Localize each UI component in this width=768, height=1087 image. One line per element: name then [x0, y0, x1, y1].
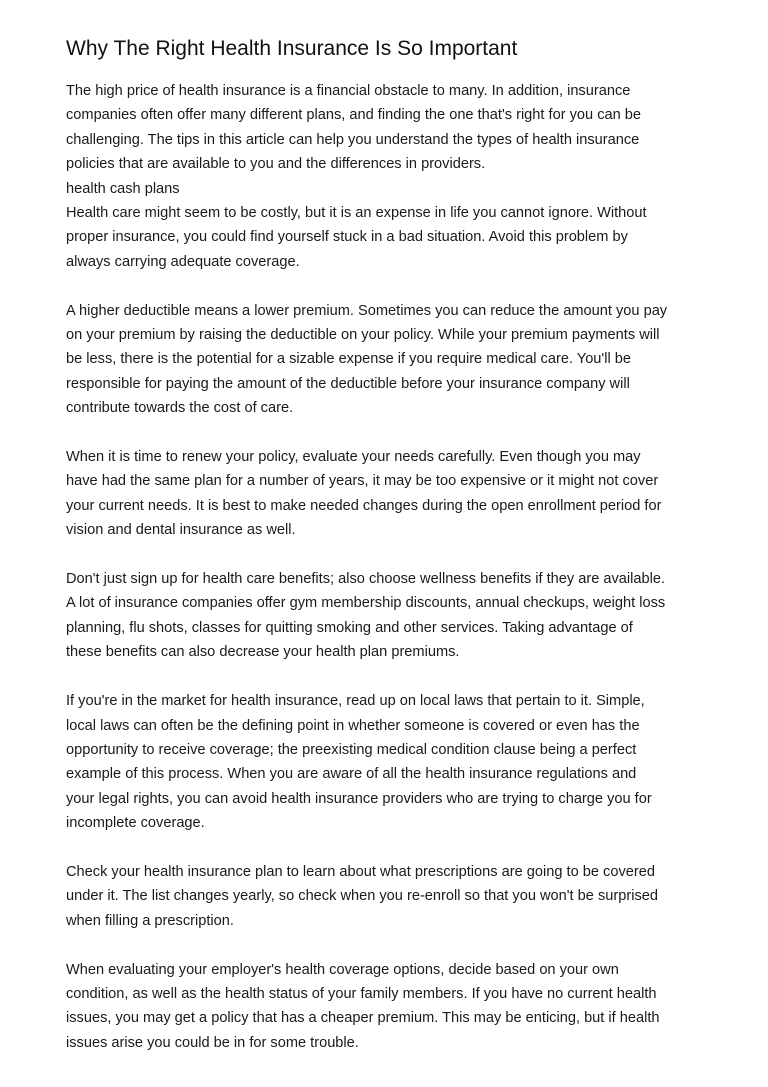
health-cash-plans-text: health cash plans [66, 180, 180, 197]
paragraph-deductible: A higher deductible means a lower premium. Sometimes you can reduce the amount you pay on your premium by raising the deductible on your policy. While your premium payments will be less, there is the potential for a sizable expense if you require medical care. You'll be responsible for paying the amount of the deductible before your insurance company will contribute towards the cost of care. [66, 302, 668, 417]
paragraph-renewal: When it is time to renew your policy, evaluate your needs carefully. Even though you may have had the same plan for a number of years, it may be too expensive or it might not cover your current needs. It is best to make needed changes during the open enrollment period for vision and dental insurance as well. [66, 449, 662, 539]
paragraph-prescriptions: Check your health insurance plan to learn about what prescriptions are going to be covered under it. The list changes yearly, so check when you re-enroll so that you won't be surprised when filling a prescription. [66, 863, 658, 929]
paragraph-employer-options: When evaluating your employer's health coverage options, decide based on your own condition, as well as the health status of your family members. If you have no current health issues, you may get a policy that has a cheaper premium. This may be enticing, but if health issues arise you could be in for some trouble. [66, 961, 660, 1051]
paragraph-wellness: Don't just sign up for health care benefits; also choose wellness benefits if they are available. A lot of insurance companies offer gym membership discounts, annual checkups, weight loss planning, flu shots, classes for quitting smoking and other services. Taking advantage of these benefits can also decrease your health plan premiums. [66, 571, 666, 661]
intro-paragraph: The high price of health insurance is a financial obstacle to many. In addition, insurance companies often offer many different plans, and finding the one that's right for you can be challenging. The tips in this article can help you understand the types of health insurance policies that are available to you and the differences in providers. [66, 83, 642, 173]
page-title: Why The Right Health Insurance Is So Important [66, 37, 518, 60]
document-body [66, 36, 716, 1080]
paragraph-coverage: Health care might seem to be costly, but it is an expense in life you cannot ignore. Without proper insurance, you could find yourself stuck in a bad situation. Avoid this problem by always carrying adequate coverage. [66, 205, 647, 270]
paragraph-local-laws: If you're in the market for health insurance, read up on local laws that pertain to it. Simple, local laws can often be the defining point in whether someone is covered or even has the opportunity to receive coverage; the preexisting medical condition clause being a perfect example of this process. When you are aware of all the health insurance regulations and your legal rights, you can avoid health insurance providers who are trying to charge you for incomplete coverage. [66, 693, 652, 832]
